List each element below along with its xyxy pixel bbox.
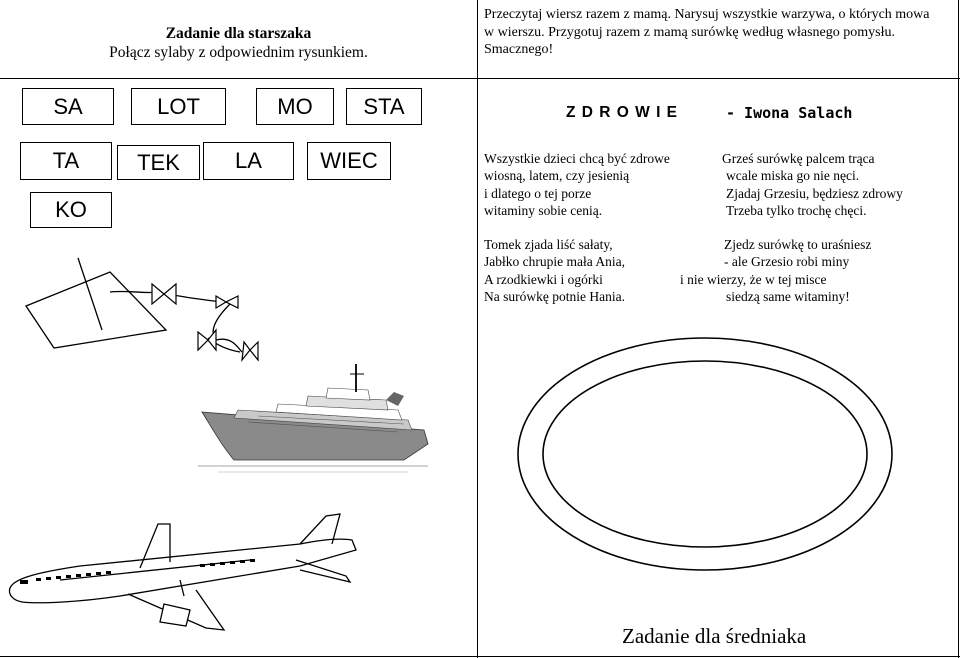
poem-author: - Iwona Salach [726,104,853,122]
verse-line: witaminy sobie cenią. [484,202,603,218]
syllable-box[interactable]: MO [256,88,334,125]
syllable-box[interactable]: SA [22,88,114,125]
stanza-2-right [680,236,910,305]
footer-task-title: Zadanie dla średniaka [622,624,807,648]
verse-line: i dlatego o tej porze [484,185,592,201]
syllable-box[interactable]: KO [30,192,112,228]
verse-line: i nie wierzy, że w tej misce [680,271,827,287]
page-right-border [958,0,959,658]
verse-line: wiosną, latem, czy jesienią [484,168,630,184]
stanza-1-left [484,150,670,219]
verse-line: - ale Grzesio robi miny [724,254,850,270]
instruction-line: w wierszu. Przygotuj razem z mamą surówkę według własnego pomysłu. [484,24,895,40]
syllable-box[interactable]: STA [346,88,422,125]
poem-title-text: Z D R O W I E [566,104,679,121]
instruction-line: Smacznego! [484,42,554,57]
task-subtitle: Połącz sylaby z odpowiednim rysunkiem. [109,44,368,61]
verse-line: Zjadaj Grzesiu, będziesz zdrowy [726,185,903,201]
instruction-line: Przeczytaj wiersz razem z mamą. Narysuj wszystkie warzywa, o których mowa [484,7,930,22]
task-title: Zadanie dla starszaka [165,25,312,42]
verse-line: Jabłko chrupie mała Ania, [484,254,625,270]
poem-title [566,104,853,122]
kite-icon [18,250,268,370]
verse-line: wcale miska go nie nęci. [726,168,860,184]
bowl-icon [510,334,900,574]
syllable-box[interactable]: TEK [117,145,200,180]
instructions [484,6,954,59]
airplane-icon [0,510,370,640]
verse-line: Zjedz surówkę to uraśniesz [724,237,872,252]
stanza-2-left [484,236,625,305]
stanza-1-right [722,150,903,219]
verse-line: siedzą same witaminy! [726,288,850,304]
verse-line: Tomek zjada liść sałaty, [484,237,613,252]
syllable-box[interactable]: WIEC [307,142,391,180]
syllable-box[interactable]: LA [203,142,294,180]
left-header [0,24,477,62]
verse-line: A rzodkiewki i ogórki [484,271,603,287]
verse-line: Trzeba tylko trochę chęci. [726,202,867,218]
syllable-box[interactable]: LOT [131,88,226,125]
verse-line: Wszystkie dzieci chcą być zdrowe [484,151,670,166]
verse-line: Grześ surówkę palcem trąca [722,151,875,166]
syllable-box[interactable]: TA [20,142,112,180]
verse-line: Na surówkę potnie Hania. [484,288,625,304]
ship-icon [198,360,438,480]
page-divider [477,0,478,658]
page-bottom-border [0,656,960,657]
